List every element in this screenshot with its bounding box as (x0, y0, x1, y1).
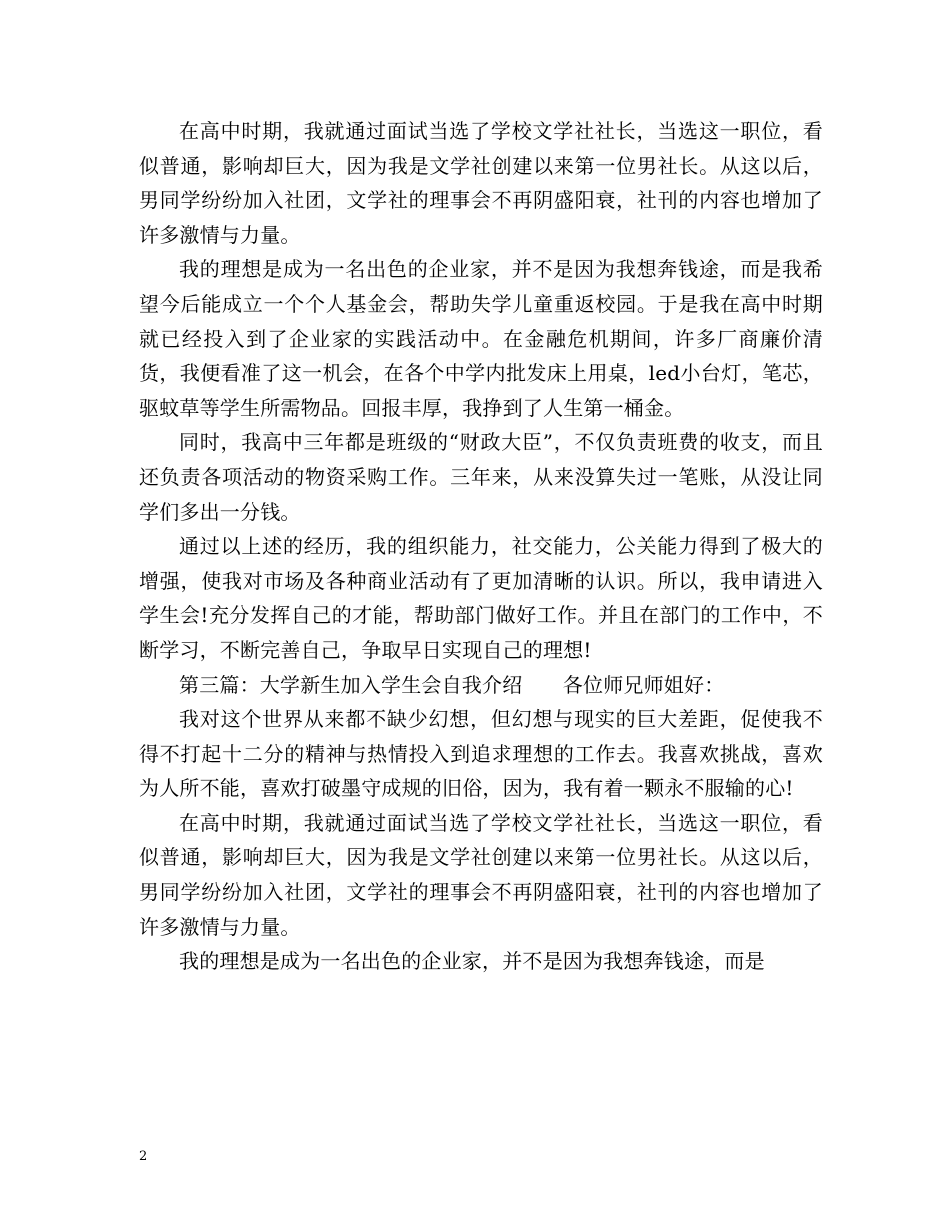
page-number: 2 (139, 1149, 148, 1164)
document-body (139, 114, 823, 979)
section-heading-third-article: 第三篇：大学新生加入学生会自我介绍 各位师兄师姐好： (179, 672, 725, 697)
paragraph-literature-club-1: 在高中时期，我就通过面试当选了学校文学社社长，当选这一职位，看似普通，影响却巨大，因为我是文学社创建以来第一位男社长。从这以后，男同学纷纷加入社团，文学社的理事会不再阴盛阳衰，社刊的内容也增加了许多激情与力量。 (139, 119, 823, 247)
paragraph-entrepreneur-ideal-2: 我的理想是成为一名出色的企业家，并不是因为我想奔钱途，而是 (179, 949, 765, 974)
paragraph-fantasy-and-reality: 我对这个世界从来都不缺少幻想，但幻想与现实的巨大差距，促使我不得不打起十二分的精神与热情投入到追求理想的工作去。我喜欢挑战，喜欢为人所不能，喜欢打破墨守成规的旧俗，因为，我有着一颗永不服输的心! (139, 707, 823, 801)
paragraph-finance-minister: 同时，我高中三年都是班级的“财政大臣”，不仅负责班费的收支，而且还负责各项活动的物资采购工作。三年来，从来没算失过一笔账，从没让同学们多出一分钱。 (139, 430, 823, 524)
paragraph-entrepreneur-ideal-1: 我的理想是成为一名出色的企业家，并不是因为我想奔钱途，而是我希望今后能成立一个个人基金会，帮助失学儿童重返校园。于是我在高中时期就已经投入到了企业家的实践活动中。在金融危机期间，许多厂商廉价清货，我便看准了这一机会，在各个中学内批发床上用桌，led小台灯，笔芯，驱蚊草等学生所需物品。回报丰厚，我挣到了人生第一桶金。 (139, 257, 823, 420)
paragraph-literature-club-2: 在高中时期，我就通过面试当选了学校文学社社长，当选这一职位，看似普通，影响却巨大，因为我是文学社创建以来第一位男社长。从这以后，男同学纷纷加入社团，文学社的理事会不再阴盛阳衰，社刊的内容也增加了许多激情与力量。 (139, 810, 823, 939)
paragraph-application: 通过以上述的经历，我的组织能力，社交能力，公关能力得到了极大的增强，使我对市场及各种商业活动有了更加清晰的认识。所以，我申请进入学生会!充分发挥自己的才能，帮助部门做好工作。并且在部门的工作中，不断学习，不断完善自己，争取早日实现自己的理想! (139, 534, 823, 662)
